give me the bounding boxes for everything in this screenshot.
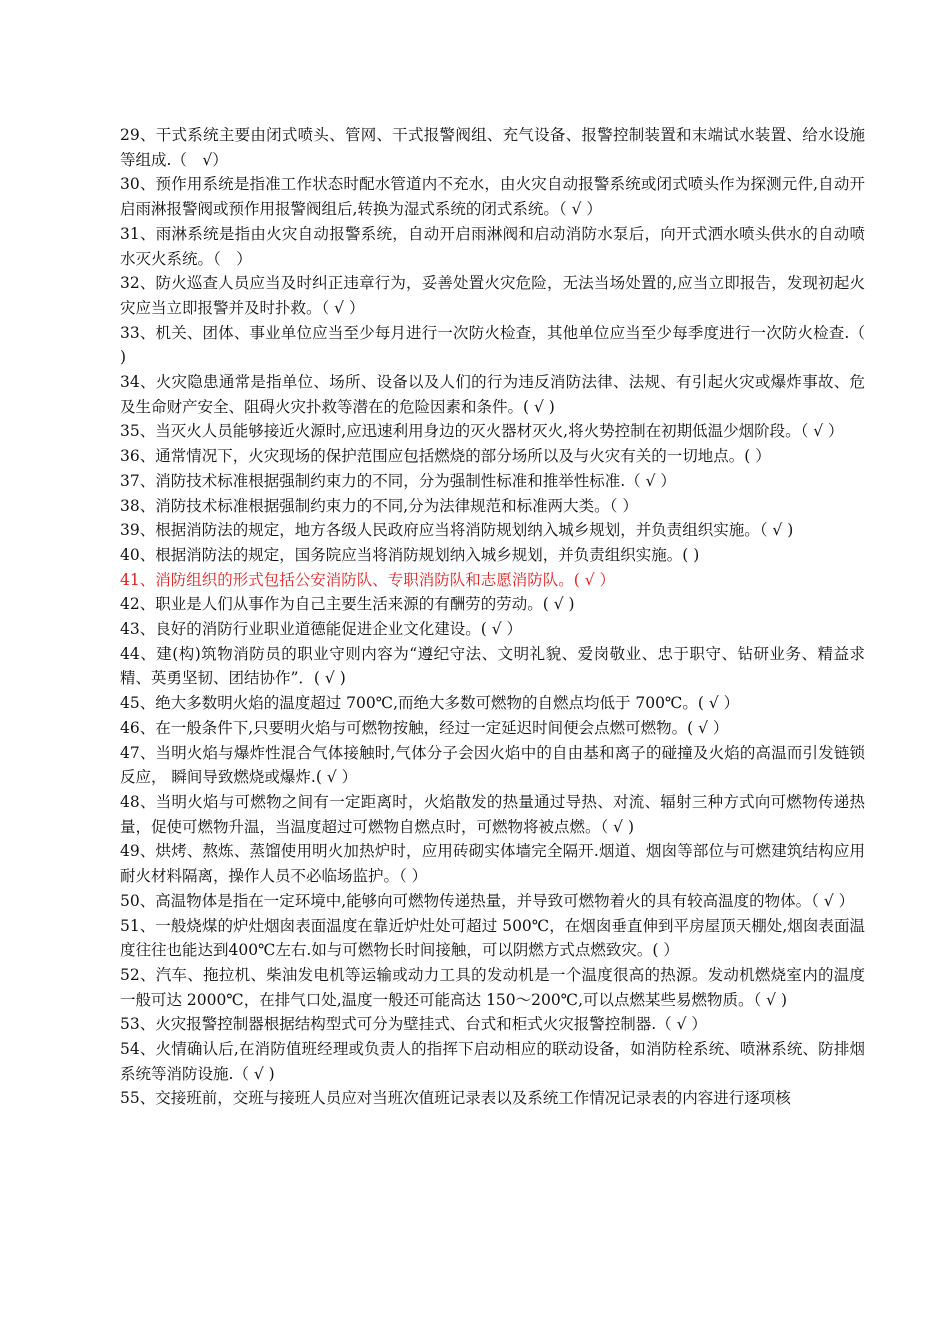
question-item: 30、预作用系统是指准工作状态时配水管道内不充水，由火灾自动报警系统或闭式喷头作为探测元件,自动开启雨淋报警阀或预作用报警阀组后,转换为湿式系统的闭式系统。（ √ ） — [120, 175, 865, 219]
question-item: 52、汽车、拖拉机、柴油发电机等运输或动力工具的发动机是一个温度很高的热源。发动机燃烧室内的温度一般可达 2000℃，在排气口处,温度一般还可能高达 150～200℃,可以点燃某些易燃物质。（ √ ) — [120, 965, 865, 1009]
question-item: 41、消防组织的形式包括公安消防队、专职消防队和志愿消防队。( √ ） — [120, 570, 616, 589]
question-item: 43、良好的消防行业职业道德能促进企业文化建设。( √ ） — [120, 620, 523, 639]
question-item: 46、在一般条件下,只要明火焰与可燃物按触，经过一定延迟时间便会点燃可燃物。( √ ） — [120, 718, 729, 737]
question-item: 29、干式系统主要由闭式喷头、管网、干式报警阀组、充气设备、报警控制装置和末端试水装置、给水设施等组成.（ √） — [120, 126, 865, 169]
question-item: 45、绝大多数明火焰的温度超过 700℃,而绝大多数可燃物的自燃点均低于 700℃。( √ ） — [120, 694, 740, 713]
question-item: 55、交接班前，交班与接班人员应对当班次值班记录表以及系统工作情况记录表的内容进行逐项核 — [120, 1089, 791, 1108]
question-item: 40、根据消防法的规定，国务院应当将消防规划纳入城乡规划，并负责组织实施。( ) — [120, 545, 700, 564]
question-item: 49、烘烤、熬炼、蒸馏使用明火加热炉时，应用砖砌实体墙完全隔开.烟道、烟囱等部位与可燃建筑结构应用耐火材料隔离，操作人员不必临场监护。（ ） — [120, 842, 865, 886]
question-item: 53、火灾报警控制器根据结构型式可分为壁挂式、台式和柜式火灾报警控制器.（ √ ） — [120, 1015, 707, 1034]
question-item: 33、机关、团体、事业单位应当至少每月进行一次防火检查，其他单位应当至少每季度进行一次防火检查.（ ) — [120, 323, 865, 367]
question-item: 44、建(构)筑物消防员的职业守则内容为“遵纪守法、文明礼貌、爱岗敬业、忠于职守、钻研业务、精益求精、英勇坚韧、团结协作”．( √ ) — [120, 644, 865, 688]
question-item: 47、当明火焰与爆炸性混合气体接触时,气体分子会因火焰中的自由基和离子的碰撞及火焰的高温而引发链锁反应， 瞬间导致燃烧或爆炸.( √ ） — [120, 743, 865, 787]
question-item: 34、火灾隐患通常是指单位、场所、设备以及人们的行为违反消防法律、法规、有引起火灾或爆炸事故、危及生命财产安全、阻碍火灾扑救等潜在的危险因素和条件。( √ ) — [120, 373, 865, 416]
question-item: 54、火情确认后,在消防值班经理或负责人的指挥下启动相应的联动设备，如消防栓系统、喷淋系统、防排烟系统等消防设施.（ √ ) — [120, 1040, 865, 1083]
question-item: 38、消防技术标准根据强制约束力的不同,分为法律规范和标准两大类。（ ） — [120, 496, 638, 515]
question-item: 31、雨淋系统是指由火灾自动报警系统，自动开启雨淋阀和启动消防水泵后，向开式洒水喷头供水的自动喷水灭火系统。（ ） — [120, 224, 865, 268]
question-item: 37、消防技术标准根据强制约束力的不同，分为强制性标准和推举性标准.（ √ ） — [120, 471, 676, 490]
question-item: 36、通常情况下，火灾现场的保护范围应包括燃烧的部分场所以及与火灾有关的一切地点。( ） — [120, 447, 771, 466]
document-body — [120, 123, 865, 1111]
question-item: 50、高温物体是指在一定环境中,能够向可燃物传递热量，并导致可燃物着火的具有较高温度的物体。（ √ ） — [120, 891, 855, 910]
question-item: 39、根据消防法的规定，地方各级人民政府应当将消防规划纳入城乡规划，并负责组织实施。（ √ ) — [120, 521, 794, 540]
question-item: 51、一般烧煤的炉灶烟囱表面温度在靠近炉灶处可超过 500℃，在烟囱垂直伸到平房屋顶天棚处,烟囱表面温度往往也能达到400℃左右.如与可燃物长时间接触，可以阴燃方式点燃致灾。( ） — [120, 916, 865, 960]
question-item: 48、当明火焰与可燃物之间有一定距离时，火焰散发的热量通过导热、对流、辐射三种方式向可燃物传递热量，促使可燃物升温，当温度超过可燃物自燃点时，可燃物将被点燃。（ √ ) — [120, 792, 865, 836]
question-item: 32、防火巡查人员应当及时纠正违章行为，妥善处置火灾危险，无法当场处置的,应当立即报告，发现初起火灾应当立即报警并及时扑救。（ √ ） — [120, 274, 865, 317]
question-item: 42、职业是人们从事作为自己主要生活来源的有酬劳的劳动。( √ ) — [120, 595, 575, 614]
question-item: 35、当灭火人员能够接近火源时,应迅速利用身边的灭火器材灭火,将火势控制在初期低温少烟阶段。（ √ ） — [120, 422, 844, 441]
